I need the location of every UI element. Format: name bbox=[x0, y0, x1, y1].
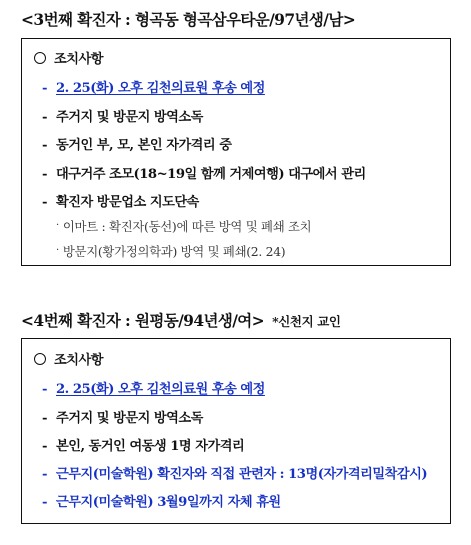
case4-item: - 근무지(미술학원) 3월9일까지 자체 휴원 bbox=[42, 495, 281, 510]
circle-bullet-icon bbox=[34, 52, 46, 64]
case3-heading: <3번째 확진자 : 형곡동 형곡삼우타운/97년생/남> bbox=[21, 10, 356, 29]
case3-section-title: 조치사항 bbox=[34, 48, 103, 67]
case3-item: - 동거인 부, 모, 본인 자가격리 중 bbox=[42, 138, 232, 153]
case4-item: - 2. 25(화) 오후 김천의료원 후송 예정 bbox=[42, 382, 265, 397]
dash-bullet: - bbox=[42, 467, 47, 482]
middle-dot-bullet: · bbox=[56, 220, 59, 231]
dash-bullet: - bbox=[42, 439, 47, 454]
dash-bullet: - bbox=[42, 81, 47, 96]
dash-bullet: - bbox=[42, 167, 47, 182]
case4-heading: <4번째 확진자 : 원평동/94년생/여> *신천지 교인 bbox=[21, 311, 341, 330]
dash-bullet: - bbox=[42, 411, 47, 426]
case4-section-title: 조치사항 bbox=[34, 349, 103, 368]
dash-bullet: - bbox=[42, 495, 47, 510]
case3-subitem: · 이마트 : 확진자(동선)에 따른 방역 및 폐쇄 조치 bbox=[56, 219, 312, 234]
case3-subitem: · 방문지(황가정의학과) 방역 및 폐쇄(2. 24) bbox=[56, 244, 286, 259]
case3-item: - 주거지 및 방문지 방역소독 bbox=[42, 110, 203, 125]
case4-item: - 본인, 동거인 여동생 1명 자가격리 bbox=[42, 439, 245, 454]
case4-item: - 주거지 및 방문지 방역소독 bbox=[42, 411, 203, 426]
dash-bullet: - bbox=[42, 110, 47, 125]
case4-box bbox=[21, 338, 451, 524]
case4-item: - 근무지(미술학원) 확진자와 직접 관련자 : 13명(자가격리밀착감시) bbox=[42, 467, 428, 482]
case3-item: - 확진자 방문업소 지도단속 bbox=[42, 195, 199, 210]
case4-note: *신천지 교인 bbox=[272, 314, 341, 329]
case3-item: - 2. 25(화) 오후 김천의료원 후송 예정 bbox=[42, 81, 265, 96]
case3-item: - 대구거주 조모(18~19일 함께 거제여행) 대구에서 관리 bbox=[42, 167, 366, 182]
middle-dot-bullet: · bbox=[56, 245, 59, 256]
case3-box bbox=[21, 38, 451, 266]
dash-bullet: - bbox=[42, 382, 47, 397]
circle-bullet-icon bbox=[34, 353, 46, 365]
dash-bullet: - bbox=[42, 138, 47, 153]
dash-bullet: - bbox=[42, 195, 47, 210]
